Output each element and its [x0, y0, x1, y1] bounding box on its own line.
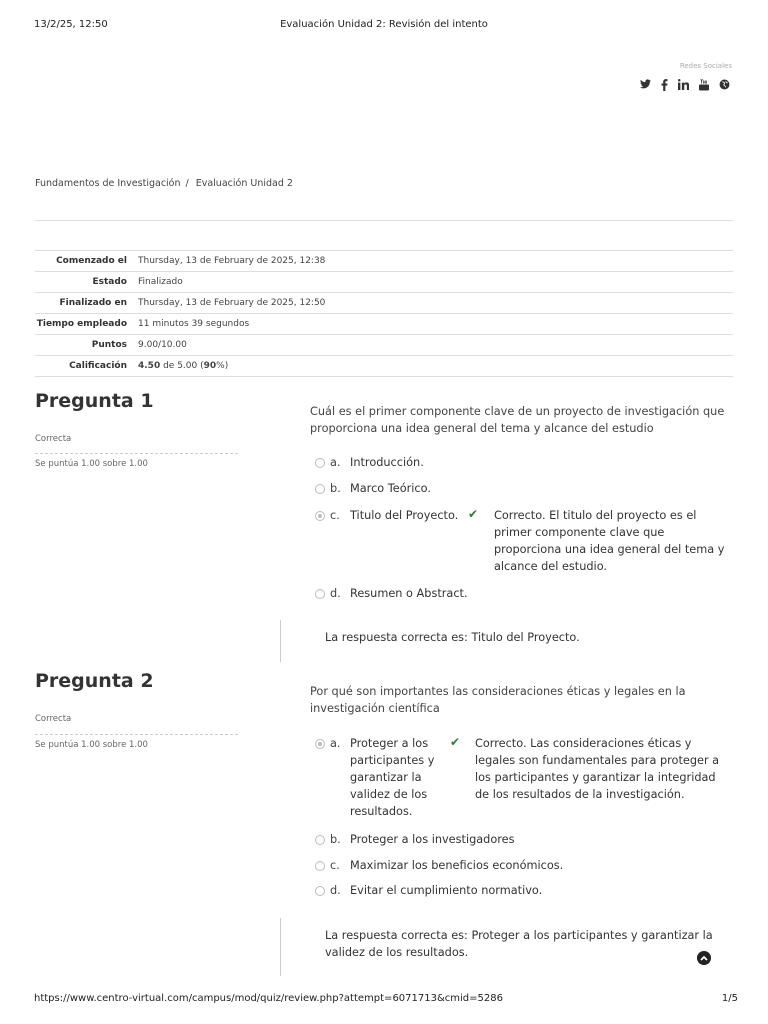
answer-feedback: Correcto. El titulo del proyecto es el primer componente clave que proporciona una idea general del tema y alcance del estudio. [494, 509, 725, 573]
youtube-icon[interactable] [699, 79, 709, 95]
answer-feedback: Correcto. Las consideraciones éticas y legales son fundamentales para proteger a los participantes y garantizar la integridad de los resultados de la investigación. [475, 737, 720, 801]
print-page-number: 1/5 [721, 993, 738, 1004]
summary-value: 11 minutos 39 segundos [138, 319, 250, 329]
answer-letter: b. [330, 833, 341, 846]
question-1-grade: Se puntúa 1.00 sobre 1.00 [35, 459, 148, 469]
summary-label: Tiempo empleado [36, 319, 127, 329]
answer-letter: b. [330, 482, 341, 495]
summary-grade-value [135, 356, 733, 377]
question-2-title: Pregunta 2 [35, 670, 154, 692]
feedback-border [280, 620, 281, 662]
breadcrumb-course-link[interactable]: Fundamentos de Investigación [35, 178, 181, 189]
summary-row [35, 335, 733, 356]
question-2-info-divider [35, 734, 238, 735]
answer-text: Proteger a los investigadores [350, 833, 515, 846]
summary-row [35, 314, 733, 335]
linkedin-icon[interactable] [678, 79, 689, 95]
radio-button[interactable] [315, 458, 325, 468]
summary-row [35, 251, 733, 272]
twitter-icon[interactable] [640, 79, 651, 95]
grade-mid: de 5.00 ( [160, 361, 204, 371]
breadcrumb [35, 178, 293, 189]
print-url: https://www.centro-virtual.com/campus/mod/quiz/review.php?attempt=6071713&cmid=5286 [34, 993, 503, 1004]
answer-text: Maximizar los beneficios económicos. [350, 859, 564, 872]
globe-icon[interactable] [719, 79, 730, 95]
question-1-text: Cuál es el primer componente clave de un proyecto de investigación que proporciona una idea general del tema y alcance del estudio [310, 405, 725, 435]
question-1-state: Correcta [35, 434, 72, 444]
check-icon: ✔ [468, 507, 479, 521]
scroll-to-top-icon[interactable] [697, 951, 711, 965]
summary-row [35, 272, 733, 293]
radio-button[interactable] [315, 484, 325, 494]
grade-percent: 90 [203, 361, 217, 371]
summary-value: 9.00/10.00 [138, 340, 187, 350]
summary-value: Thursday, 13 de February de 2025, 12:50 [138, 298, 326, 308]
question-1-title: Pregunta 1 [35, 390, 154, 412]
print-title: Evaluación Unidad 2: Revisión del intento [280, 19, 488, 30]
answer-letter: c. [330, 509, 340, 522]
radio-button-selected[interactable] [315, 511, 325, 521]
breadcrumb-quiz-link[interactable]: Evaluación Unidad 2 [195, 178, 293, 189]
summary-value: Finalizado [138, 277, 183, 287]
summary-row-grade [35, 356, 733, 377]
summary-label: Calificación [69, 361, 127, 371]
social-icons [640, 79, 730, 95]
feedback-border [280, 918, 281, 976]
question-2-grade: Se puntúa 1.00 sobre 1.00 [35, 740, 148, 750]
breadcrumb-separator: / [185, 178, 189, 189]
grade-end: %) [216, 361, 229, 371]
question-2-state: Correcta [35, 714, 72, 724]
summary-label: Puntos [91, 340, 127, 350]
answer-text: Marco Teórico. [350, 482, 431, 495]
radio-button[interactable] [315, 861, 325, 871]
answer-letter: c. [330, 859, 340, 872]
radio-button[interactable] [315, 886, 325, 896]
answer-letter: d. [330, 587, 341, 600]
radio-button[interactable] [315, 835, 325, 845]
question-1-info-divider [35, 453, 238, 454]
divider [35, 220, 733, 221]
answer-text: Evitar el cumplimiento normativo. [350, 884, 543, 897]
answer-text: Introducción. [350, 456, 424, 469]
question-2-right-answer: La respuesta correcta es: Proteger a los participantes y garantizar la validez de los resultados. [325, 929, 713, 959]
answer-letter: a. [330, 737, 341, 750]
grade-value: 4.50 [138, 361, 161, 371]
summary-row [35, 293, 733, 314]
print-header [0, 19, 768, 33]
question-1-right-answer: La respuesta correcta es: Titulo del Proyecto. [325, 631, 580, 644]
summary-value: Thursday, 13 de February de 2025, 12:38 [138, 256, 326, 266]
answer-text: Titulo del Proyecto. [350, 509, 459, 522]
summary-label: Comenzado el [56, 256, 127, 266]
answer-text: Resumen o Abstract. [350, 587, 468, 600]
print-date: 13/2/25, 12:50 [34, 19, 108, 30]
summary-label: Finalizado en [59, 298, 127, 308]
answer-text: Proteger a los participantes y garantizar la validez de los resultados. [350, 737, 435, 818]
check-icon: ✔ [450, 735, 461, 749]
attempt-summary-table [35, 250, 733, 377]
answer-letter: d. [330, 884, 341, 897]
facebook-icon[interactable] [661, 79, 668, 95]
radio-button[interactable] [315, 589, 325, 599]
question-2-text: Por qué son importantes las consideraciones éticas y legales en la investigación científica [310, 685, 686, 715]
radio-button-selected[interactable] [315, 739, 325, 749]
answer-letter: a. [330, 456, 341, 469]
social-label: Redes Sociales [679, 62, 732, 70]
summary-label: Estado [92, 277, 127, 287]
